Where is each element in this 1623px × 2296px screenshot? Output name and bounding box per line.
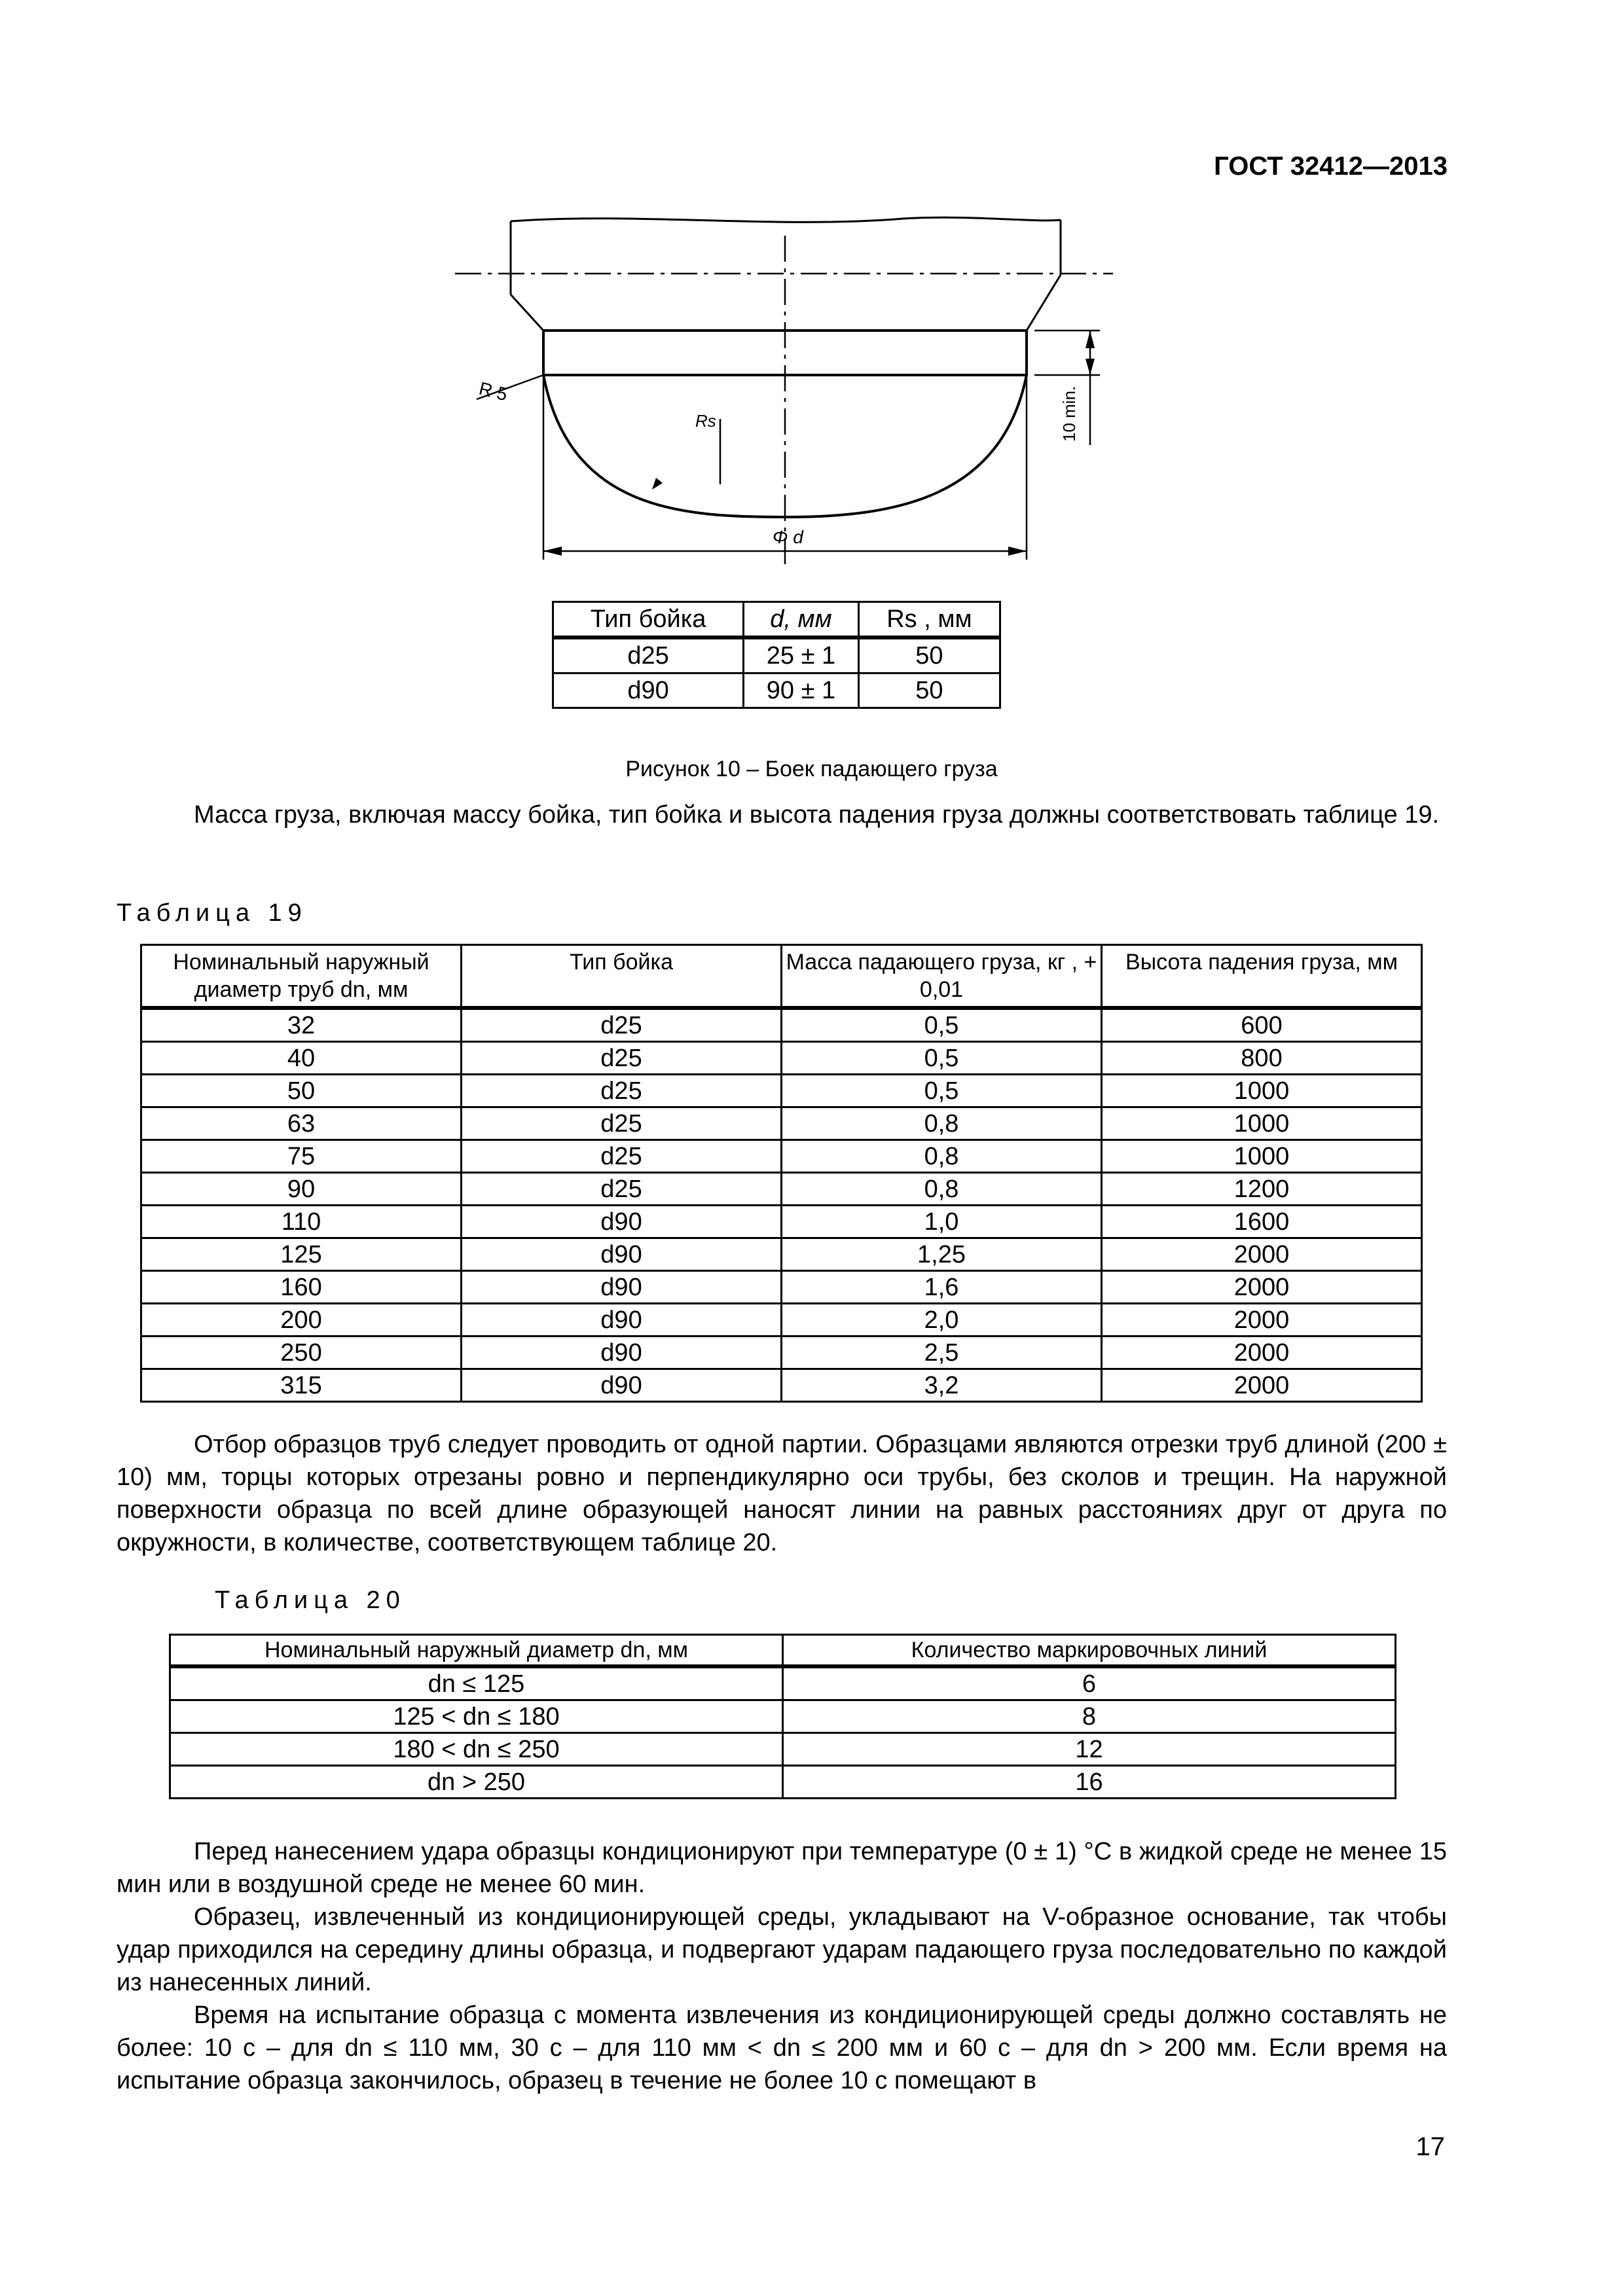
table-row (141, 1075, 1422, 1107)
table-cell: d90 (462, 1304, 782, 1336)
striker-type-table (552, 601, 1001, 709)
table-cell: d25 (462, 1042, 782, 1075)
table-cell: d25 (553, 637, 744, 673)
table-row (141, 1008, 1422, 1042)
table-cell: 25 ± 1 (744, 637, 859, 673)
table-cell: 250 (141, 1336, 462, 1369)
table-row (170, 1700, 1396, 1733)
table-cell: d90 (462, 1369, 782, 1402)
table-cell: 1000 (1102, 1140, 1422, 1173)
page-number: 17 (1415, 2132, 1445, 2161)
table-cell: 1,6 (782, 1271, 1102, 1304)
table-cell: d90 (462, 1336, 782, 1369)
table-row (170, 1666, 1396, 1700)
table-cell: 180 < dn ≤ 250 (170, 1733, 783, 1766)
table-cell: d25 (462, 1140, 782, 1173)
table-cell: 6 (783, 1666, 1396, 1700)
label-r5: R 5 (477, 378, 510, 405)
table-row (141, 1107, 1422, 1140)
table-row (141, 1336, 1422, 1369)
table-cell: 600 (1102, 1008, 1422, 1042)
table-cell: 2000 (1102, 1238, 1422, 1271)
table-cell: d90 (462, 1238, 782, 1271)
table-cell: 2,0 (782, 1304, 1102, 1336)
table-row (141, 1271, 1422, 1304)
table-cell: 1,25 (782, 1238, 1102, 1271)
label-10min: 10 min. (1059, 386, 1079, 442)
table-cell: 1000 (1102, 1075, 1422, 1107)
table-cell: 315 (141, 1369, 462, 1402)
table-cell: 0,5 (782, 1075, 1102, 1107)
table-cell: 1000 (1102, 1107, 1422, 1140)
table-cell: 0,8 (782, 1107, 1102, 1140)
table-cell: dn ≤ 125 (170, 1666, 783, 1700)
table-cell: 0,5 (782, 1008, 1102, 1042)
table-cell: 12 (783, 1733, 1396, 1766)
table-19 (140, 944, 1423, 1403)
table-header-cell: d, мм (744, 602, 859, 638)
table-cell: 75 (141, 1140, 462, 1173)
table-cell: 3,2 (782, 1369, 1102, 1402)
table-header-row (141, 945, 1422, 1009)
table-cell: d25 (462, 1075, 782, 1107)
table-cell: 90 (141, 1173, 462, 1206)
table-cell: d90 (462, 1271, 782, 1304)
table-19-label: Таблица 19 (117, 899, 308, 927)
table-cell: d90 (462, 1206, 782, 1238)
table-row (141, 1042, 1422, 1075)
table-cell: 0,5 (782, 1042, 1102, 1075)
table-header-cell: Номинальный наружный диаметр труб dn, мм (141, 945, 462, 1009)
table-cell: 50 (858, 637, 1000, 673)
striker-drawing (445, 209, 1126, 576)
table-cell: 0,8 (782, 1140, 1102, 1173)
table-row (170, 1733, 1396, 1766)
paragraph: Образец, извлеченный из кондиционирующей среды, укладывают на V-образное основание, так чтобы удар приходился на середину длины образца, и подвергают ударам падающего груза последовательно по каждой из нанесенных линий. (117, 1903, 1447, 1996)
table-cell: 16 (783, 1766, 1396, 1799)
table-cell: 2000 (1102, 1336, 1422, 1369)
table-cell: 1200 (1102, 1173, 1422, 1206)
table-header-cell: Масса падающего груза, кг , + 0,01 (782, 945, 1102, 1009)
table-cell: 8 (783, 1700, 1396, 1733)
table-row (141, 1238, 1422, 1271)
table-header-cell: Количество маркировочных линий (783, 1635, 1396, 1667)
table-cell: 1,0 (782, 1206, 1102, 1238)
table-cell: 160 (141, 1271, 462, 1304)
table-header-cell: Тип бойка (553, 602, 744, 638)
table-cell: 200 (141, 1304, 462, 1336)
table-cell: 1600 (1102, 1206, 1422, 1238)
table-cell: 50 (141, 1075, 462, 1107)
paragraph: Отбор образцов труб следует проводить от одной партии. Образцами являются отрезки труб длиной (200 ± 10) мм, торцы которых отрезаны ровно и перпендикулярно оси трубы, без сколов и трещин. На наружной поверхности образца по всей длине образующей наносят линии на равных расстояниях друг от друга по окружности, в количестве, соответствующем таблице 20. (117, 1431, 1447, 1556)
table-row (170, 1766, 1396, 1799)
table-cell: 2,5 (782, 1336, 1102, 1369)
table-cell: 2000 (1102, 1271, 1422, 1304)
label-phi-d: Φ d (773, 527, 803, 547)
table-cell: 40 (141, 1042, 462, 1075)
table-20 (169, 1634, 1396, 1799)
table-row (141, 1173, 1422, 1206)
table-cell: 63 (141, 1107, 462, 1140)
table-cell: 32 (141, 1008, 462, 1042)
table-row (141, 1304, 1422, 1336)
figure-caption: Рисунок 10 – Боек падающего груза (625, 757, 998, 781)
table-header-cell: Номинальный наружный диаметр dn, мм (170, 1635, 783, 1667)
table-cell: 90 ± 1 (744, 673, 859, 708)
paragraph: Масса груза, включая массу бойка, тип бойка и высота падения груза должны соответствовать таблице 19. (194, 801, 1440, 829)
table-cell: d25 (462, 1173, 782, 1206)
table-row (141, 1369, 1422, 1402)
paragraph: Время на испытание образца с момента извлечения из кондиционирующей среды должно составлять не более: 10 с – для dn ≤ 110 мм, 30 с – для 110 мм < dn ≤ 200 мм и 60 с – для dn > 200 мм. Если время на испытание образца закончилось, образец в течение не более 10 с помещают в (117, 2001, 1447, 2094)
table-cell: dn > 250 (170, 1766, 783, 1799)
table-cell: 800 (1102, 1042, 1422, 1075)
table-cell: 0,8 (782, 1173, 1102, 1206)
table-header-row (170, 1635, 1396, 1667)
paragraph: Перед нанесением удара образцы кондиционируют при температуре (0 ± 1) °С в жидкой среде не менее 15 мин или в воздушной среде не менее 60 мин. (117, 1838, 1447, 1898)
table-cell: d25 (462, 1008, 782, 1042)
table-cell: 2000 (1102, 1304, 1422, 1336)
table-row (141, 1206, 1422, 1238)
table-row (141, 1140, 1422, 1173)
document-header: ГОСТ 32412—2013 (1214, 152, 1448, 181)
table-header-cell: Rs , мм (858, 602, 1000, 638)
label-rs: Rs (695, 411, 716, 431)
table-cell: 110 (141, 1206, 462, 1238)
table-header-cell: Высота падения груза, мм (1102, 945, 1422, 1009)
table-cell: 2000 (1102, 1369, 1422, 1402)
table-20-label: Таблица 20 (215, 1587, 406, 1614)
table-header-cell: Тип бойка (462, 945, 782, 1009)
table-cell: 125 < dn ≤ 180 (170, 1700, 783, 1733)
table-cell: 50 (858, 673, 1000, 708)
table-cell: d25 (462, 1107, 782, 1140)
table-cell: d90 (553, 673, 744, 708)
table-row (553, 673, 1000, 708)
table-header-row (553, 602, 1000, 638)
table-cell: 125 (141, 1238, 462, 1271)
table-row (553, 637, 1000, 673)
